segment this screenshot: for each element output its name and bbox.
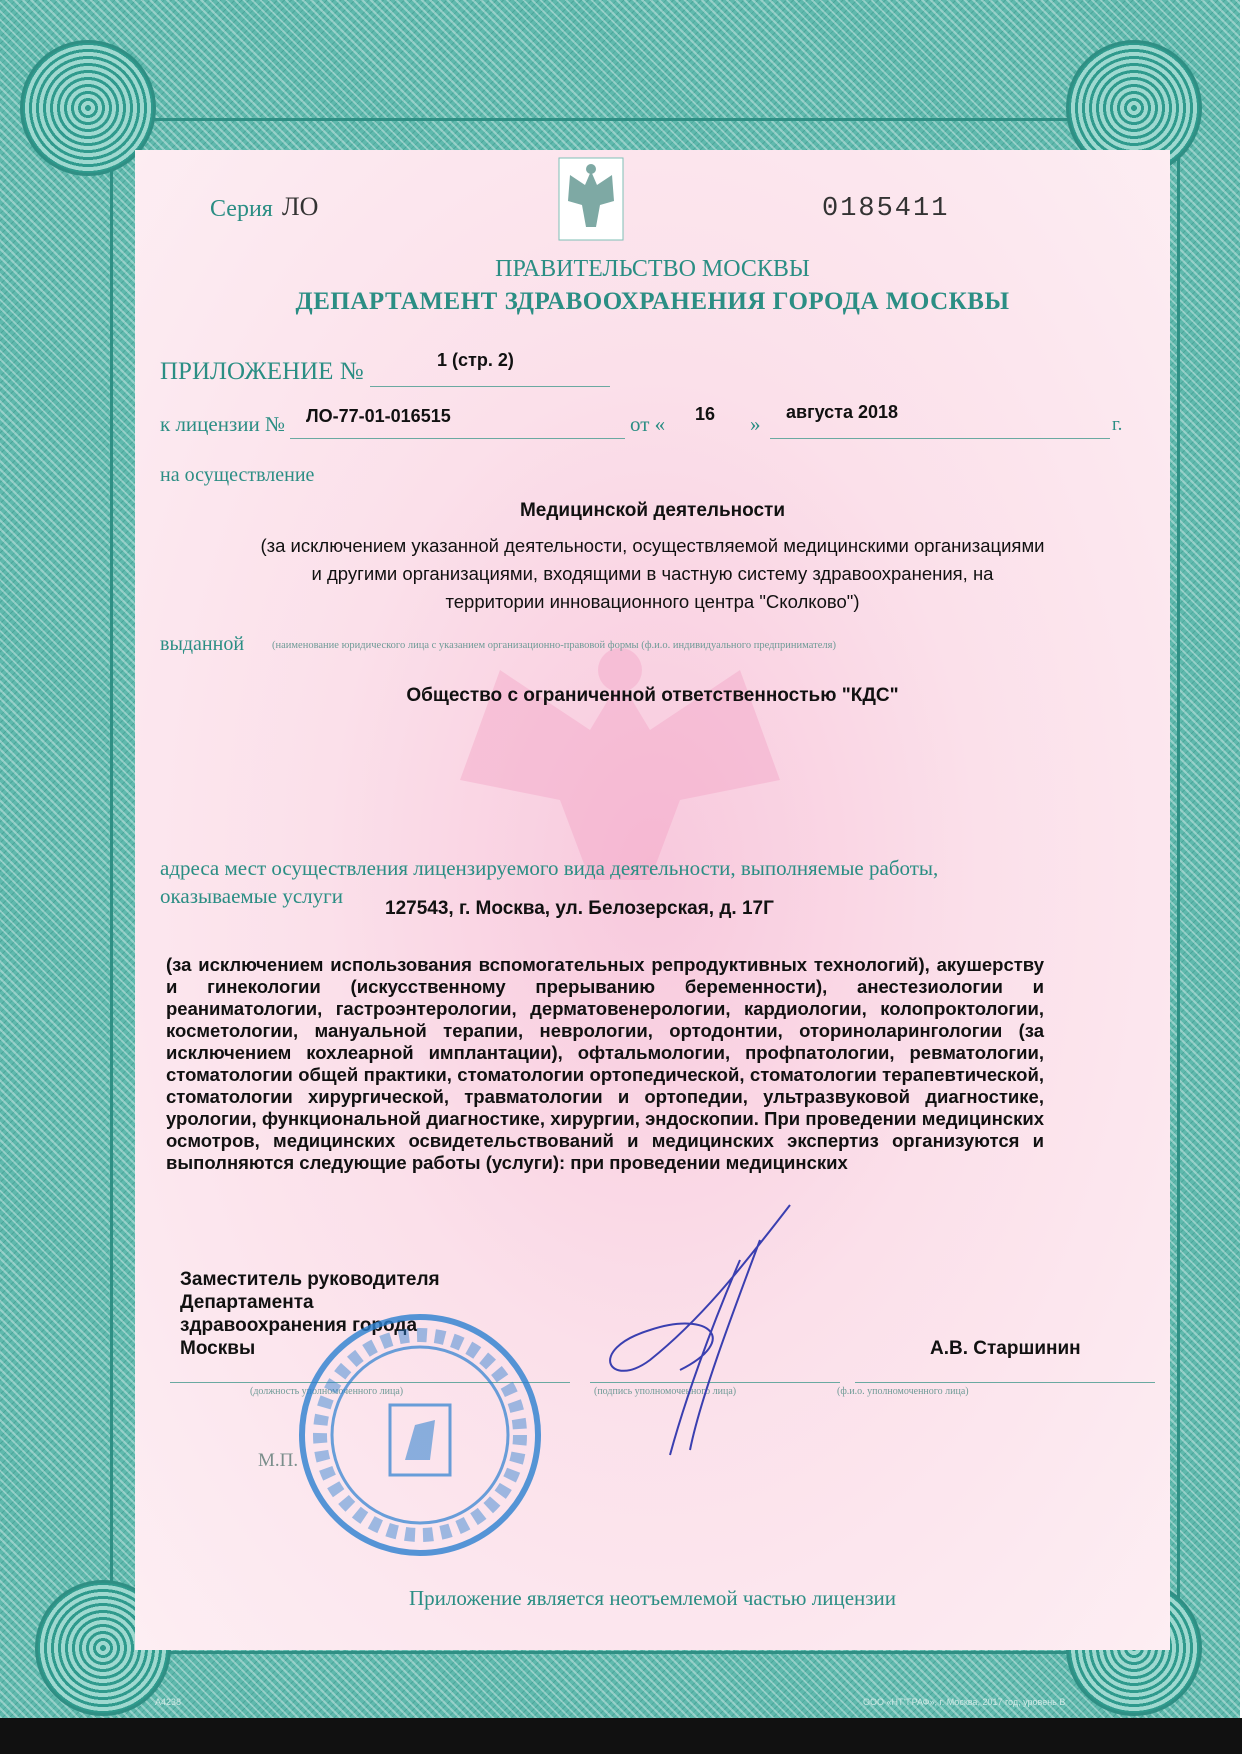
signatory-name: А.В. Старшинин	[930, 1338, 1081, 1359]
license-number: ЛО-77-01-016515	[306, 406, 451, 426]
address-value: 127543, г. Москва, ул. Белозерская, д. 17Г	[385, 898, 774, 919]
form-number: 0185411	[822, 194, 950, 224]
activity-title: Медицинской деятельности	[519, 500, 786, 521]
activity-line: территории инновационного центра "Сколково")	[445, 591, 860, 612]
series-label: Серия	[210, 196, 273, 222]
handwritten-signature	[590, 1200, 800, 1460]
scan-edge	[0, 1718, 1242, 1754]
year-suffix: г.	[1112, 414, 1123, 435]
seal-place-label: М.П.	[258, 1450, 299, 1471]
department-title: ДЕПАРТАМЕНТ ЗДРАВООХРАНЕНИЯ ГОРОДА МОСКВЫ	[295, 288, 1010, 315]
appendix-label: ПРИЛОЖЕНИЕ №	[160, 358, 364, 385]
caption-name: (ф.и.о. уполномоченного лица)	[837, 1386, 969, 1397]
license-label: к лицензии №	[160, 412, 286, 436]
series-value: ЛО	[282, 192, 319, 221]
form-code: A4238	[155, 1697, 182, 1707]
activity-label: на осуществление	[160, 464, 315, 486]
address-label-2: оказываемые услуги	[160, 884, 344, 908]
activity-line: и другими организациями, входящими в частную систему здравоохранения, на	[311, 563, 994, 584]
license-month-year: августа 2018	[786, 402, 899, 422]
official-seal	[295, 1310, 545, 1560]
appendix-footer-note: Приложение является неотъемлемой частью лицензии	[408, 1586, 897, 1610]
address-label: адреса мест осуществления лицензируемого вида деятельности, выполняемые работы,	[160, 856, 939, 880]
coat-of-arms-icon	[558, 157, 624, 241]
caption-position: (должность уполномоченного лица)	[250, 1386, 404, 1397]
license-day: 16	[695, 404, 716, 424]
appendix-number: 1 (стр. 2)	[437, 350, 514, 370]
day-close: »	[750, 412, 761, 436]
issued-caption: (наименование юридического лица с указанием организационно-правовой формы (ф.и.о. индивидуального предпринимателя)	[272, 640, 836, 651]
government-title: ПРАВИТЕЛЬСТВО МОСКВЫ	[495, 256, 810, 282]
date-from-label: от «	[630, 412, 666, 436]
caption-signature: (подпись уполномоченного лица)	[594, 1386, 737, 1397]
signatory-position: Заместитель руководителя Департамента здравоохранения города Москвы	[180, 1269, 440, 1359]
activity-line: (за исключением указанной деятельности, осуществляемой медицинскими организациями	[260, 535, 1045, 556]
issued-label: выданной	[160, 633, 245, 655]
organization-name: Общество с ограниченной ответственностью "КДС"	[406, 685, 899, 706]
services-text: (за исключением использования вспомогательных репродуктивных технологий), акушерству и гинекологии (искусственному прерыванию беременности), анестезиологии и реаниматологии, гастроэнтерологии, дерматовенерологии, кардиологии, колопроктологии, косметологии, мануальной терапии, неврологии, ортодонтии, оториноларингологии (за исключением кохлеарной имплантации), офтальмологии, профпатологии, ревматологии, стоматологии общей практики, стоматологии ортопедической, стоматологии терапевтической, стоматологии хирургической, травматологии и ортопедии, ультразвуковой диагностике, урологии, функциональной диагностике, хирургии, эндоскопии. При проведении медицинских осмотров, медицинских освидетельствований и медицинских экспертиз организуются и выполняются следующие работы (услуги): при проведении медицинских	[166, 954, 1044, 1173]
printer-info: ООО «НТ"ГРАФ», г. Москва, 2017 год, уровень В	[863, 1697, 1066, 1707]
